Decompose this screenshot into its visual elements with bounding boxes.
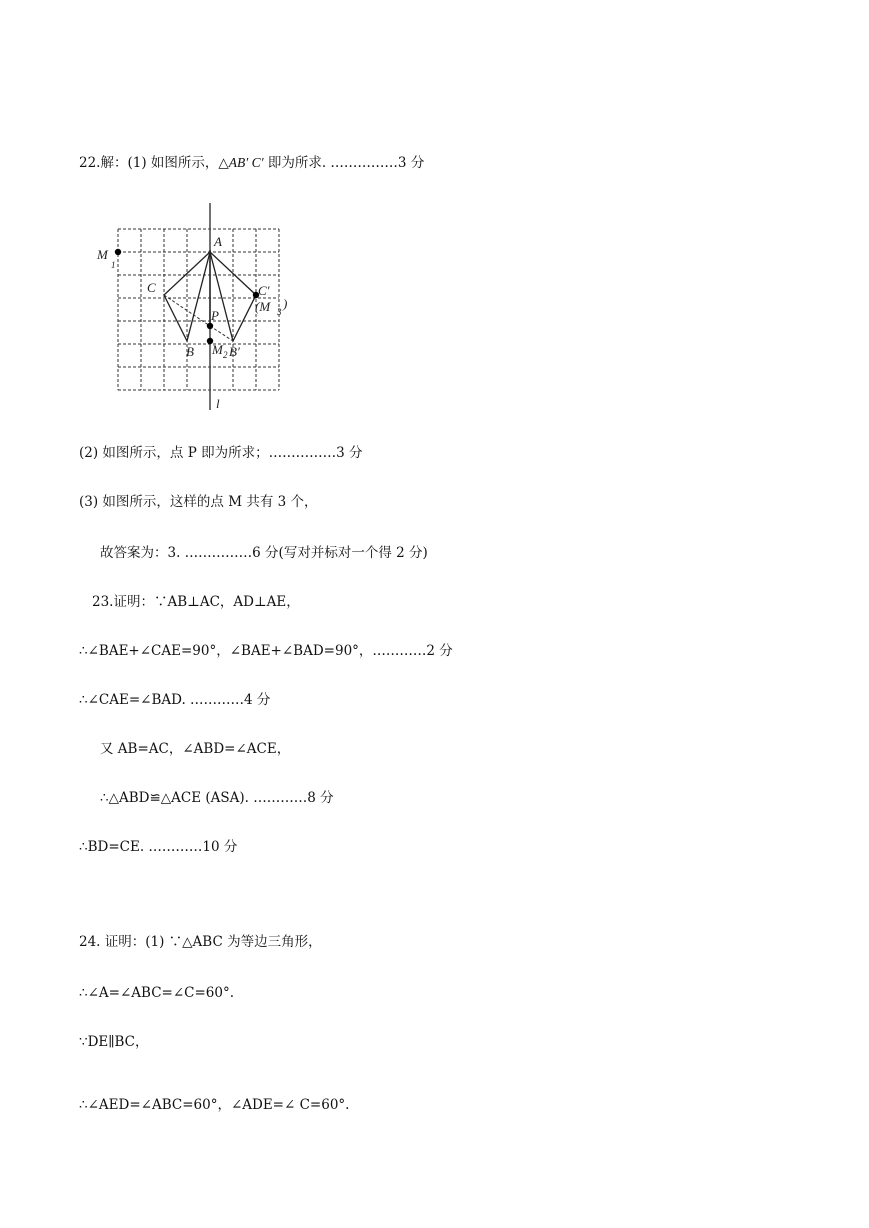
label-p: P <box>211 308 219 323</box>
label-l: l <box>216 396 220 411</box>
q23-line-5: ∴△ABD≌△ACE (ASA). …………8 分 <box>100 790 334 806</box>
q23-line-1: 23.证明：∵AB⊥AC，AD⊥AE， <box>92 594 300 610</box>
label-b-prime: B′ <box>229 344 240 359</box>
q23-line-4: 又 AB=AC，∠ABD=∠ACE， <box>100 741 291 757</box>
q24-line-3: ∵DE∥BC， <box>79 1034 149 1050</box>
q23-line-3: ∴∠CAE=∠BAD. …………4 分 <box>79 692 271 708</box>
q24-line-2: ∴∠A=∠ABC=∠C=60°. <box>79 985 235 1001</box>
label-m1: M <box>97 247 108 262</box>
label-b: B <box>186 344 194 359</box>
q22-heading-text: 22.解：(1) 如图所示， <box>79 155 219 171</box>
q22-answer: 故答案为：3. ……………6 分(写对并标对一个得 2 分) <box>100 545 428 561</box>
label-m3-close: ) <box>283 296 288 311</box>
label-m3: (M <box>255 299 271 314</box>
q23-line-6: ∴BD=CE. …………10 分 <box>79 839 238 855</box>
label-m2: M <box>212 342 223 357</box>
label-c: C <box>147 280 156 295</box>
q22-heading-score: 即为所求. ……………3 分 <box>263 155 425 171</box>
label-m2-sub: 2 <box>223 350 228 360</box>
label-m3-sub: 3 <box>277 307 282 317</box>
label-c-prime: C′ <box>258 283 270 298</box>
q22-heading <box>79 154 424 172</box>
q22-part3: (3) 如图所示，这样的点 M 共有 3 个， <box>79 494 318 510</box>
point-m1 <box>115 249 121 255</box>
q22-figure-svg <box>95 198 315 416</box>
point-p <box>207 323 213 329</box>
q24-line-1: 24. 证明：(1) ∵△ABC 为等边三角形， <box>79 934 322 950</box>
label-a: A <box>214 234 222 249</box>
q22-heading-math: △AB′ C′ <box>218 155 264 170</box>
q22-part2: (2) 如图所示，点 P 即为所求；……………3 分 <box>79 445 363 461</box>
q24-line-4: ∴∠AED=∠ABC=60°，∠ADE=∠ C=60°. <box>79 1097 350 1113</box>
q22-grid-figure <box>95 198 315 420</box>
q23-line-2: ∴∠BAE+∠CAE=90°，∠BAE+∠BAD=90°，…………2 分 <box>79 643 453 659</box>
label-m1-sub: 1 <box>111 260 116 270</box>
